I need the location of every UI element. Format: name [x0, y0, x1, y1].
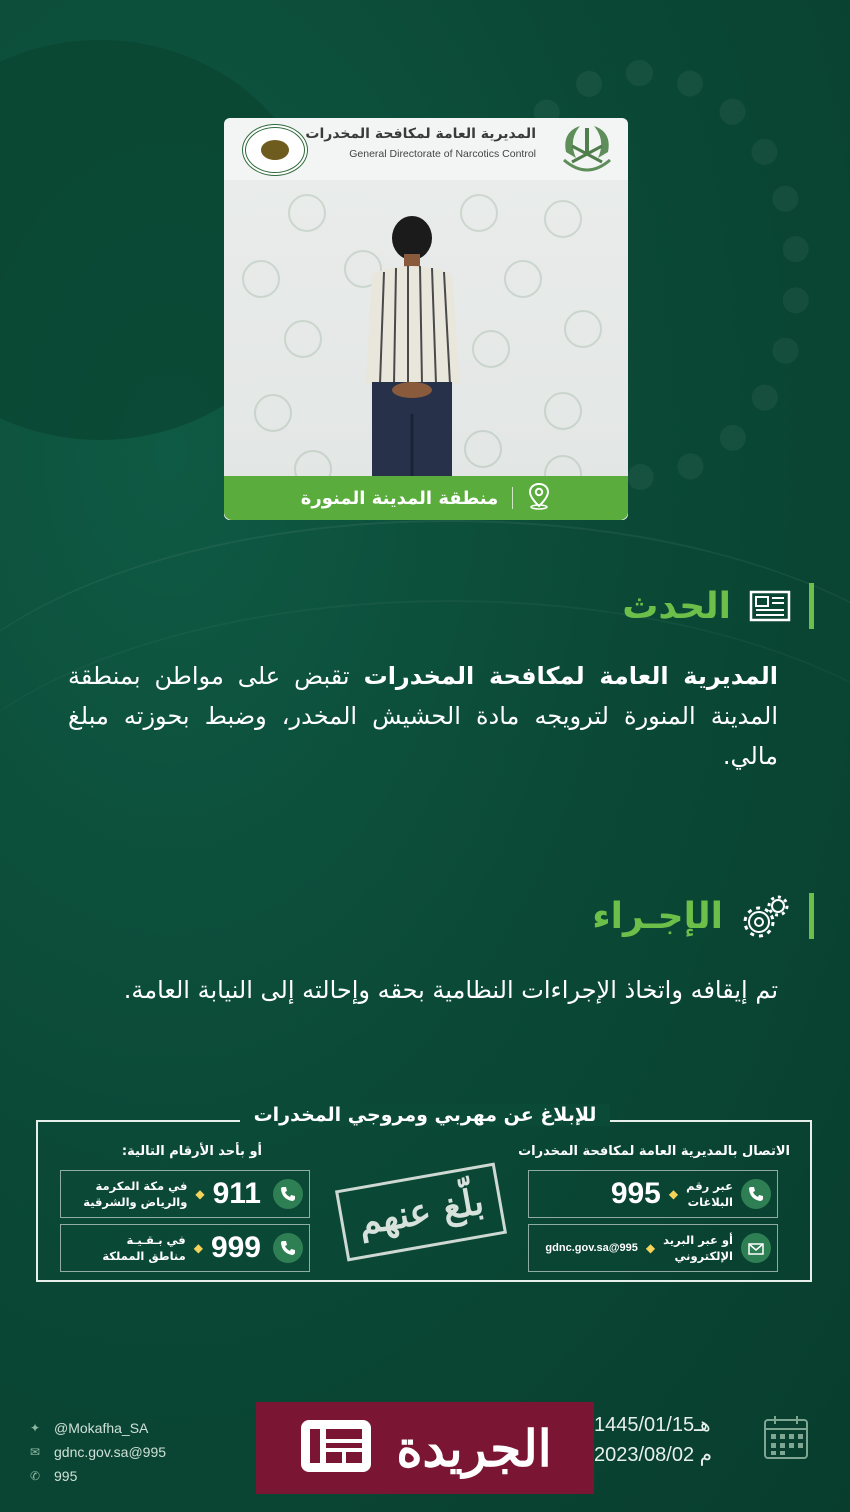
location-separator: [512, 487, 513, 509]
saudi-emblem-icon: [556, 122, 618, 176]
seal-pattern: [288, 194, 326, 232]
number-999: 999: [210, 1231, 261, 1264]
seal-pattern: [254, 394, 292, 432]
footer-email: gdnc.gov.sa@995: [54, 1444, 167, 1460]
phone-icon: [741, 1179, 771, 1209]
contact-999[interactable]: [60, 1224, 310, 1272]
action-heading-text: الإجـراء: [592, 895, 723, 937]
phone-icon: [273, 1233, 303, 1263]
report-title-text: للإبلاغ عن مهربي ومروجي المخدرات: [240, 1104, 611, 1126]
seal-pattern: [284, 320, 322, 358]
contact-911[interactable]: [60, 1170, 310, 1218]
person-figure: [354, 214, 464, 514]
twitter-link[interactable]: [30, 1416, 166, 1440]
report-title: [0, 1104, 850, 1126]
location-pin-icon: [527, 482, 551, 514]
mail-icon: [741, 1233, 771, 1263]
email-contact[interactable]: [528, 1224, 778, 1272]
mail-icon: ✉: [30, 1445, 41, 1459]
event-heading: [622, 576, 814, 636]
twitter-icon: ✦: [30, 1421, 41, 1435]
photo-header: [224, 118, 628, 180]
label-999: في بـقـيـة مناطق المملكة: [102, 1233, 186, 1263]
event-body-text: تقبض على مواطن بمنطقة المدينة المنورة لترويجه مادة الحشيش المخدر، وضبط بحوزته مبلغ مالي.: [68, 662, 778, 770]
arrow-icon: ◆: [645, 1241, 656, 1255]
footer-social: [30, 1416, 166, 1488]
gears-icon: [741, 894, 791, 938]
arrow-icon: ◆: [193, 1241, 203, 1255]
footer-phone: 995: [54, 1468, 78, 1484]
seal-pattern: [544, 200, 582, 238]
gdnc-emblem-icon: [242, 124, 308, 176]
date-gregorian: 2023/08/02 م: [594, 1444, 713, 1466]
seal-pattern: [460, 194, 498, 232]
arrest-photo-card: [224, 118, 628, 520]
heading-accent-bar: [809, 893, 814, 939]
photo-backdrop: [224, 180, 628, 500]
newspaper-icon: [298, 1417, 374, 1479]
event-body: [68, 656, 778, 776]
seal-pattern: [564, 310, 602, 348]
org-name-english: General Directorate of Narcotics Control: [349, 148, 536, 160]
heading-accent-bar: [809, 583, 814, 629]
seal-pattern: [504, 260, 542, 298]
phone-link[interactable]: [30, 1464, 166, 1488]
arrow-icon: ◆: [668, 1187, 679, 1201]
seal-pattern: [242, 260, 280, 298]
brand-name: الجريدة: [396, 1418, 552, 1478]
hotline-contact[interactable]: [528, 1170, 778, 1218]
email-link[interactable]: [30, 1440, 166, 1464]
email-label: أو عبر البريد الإلكتروني: [663, 1233, 733, 1263]
location-bar: [224, 476, 628, 520]
footer-date: [594, 1410, 712, 1470]
calendar-icon: [762, 1414, 810, 1466]
hotline-label: عبر رقم البلاغات: [686, 1179, 733, 1209]
email-address: 995@gdnc.gov.sa: [545, 1242, 638, 1254]
twitter-handle: @Mokafha_SA: [54, 1420, 149, 1436]
label-911: في مكة المكرمة والرياض والشرقية: [83, 1179, 188, 1209]
seal-pattern: [544, 392, 582, 430]
event-body-bold: المديرية العامة لمكافحة المخدرات: [363, 662, 778, 690]
org-name-arabic: المديرية العامة لمكافحة المخدرات: [305, 126, 536, 142]
location-name: منطقة المدينة المنورة: [300, 487, 499, 509]
report-right-label: الاتصال بالمديرية العامة لمكافحة المخدرات: [518, 1144, 790, 1159]
date-hijri: 1445/01/15هـ: [594, 1414, 711, 1436]
action-body: تم إيقافه واتخاذ الإجراءات النظامية بحقه وإحالته إلى النيابة العامة.: [123, 976, 778, 1004]
newspaper-icon: [749, 589, 791, 623]
arrow-icon: ◆: [195, 1187, 205, 1201]
stamp-text: بلّغ عنهم: [355, 1180, 487, 1244]
phone-icon: [273, 1179, 303, 1209]
action-heading: [592, 886, 814, 946]
hotline-number: 995: [610, 1177, 661, 1210]
event-heading-text: الحدث: [622, 585, 731, 627]
seal-pattern: [472, 330, 510, 368]
report-left-label: أو بأحد الأرقام التالية:: [121, 1144, 262, 1159]
brand-logo: [256, 1402, 594, 1494]
number-911: 911: [212, 1177, 261, 1210]
phone-icon: ✆: [30, 1469, 41, 1483]
seal-pattern: [464, 430, 502, 468]
